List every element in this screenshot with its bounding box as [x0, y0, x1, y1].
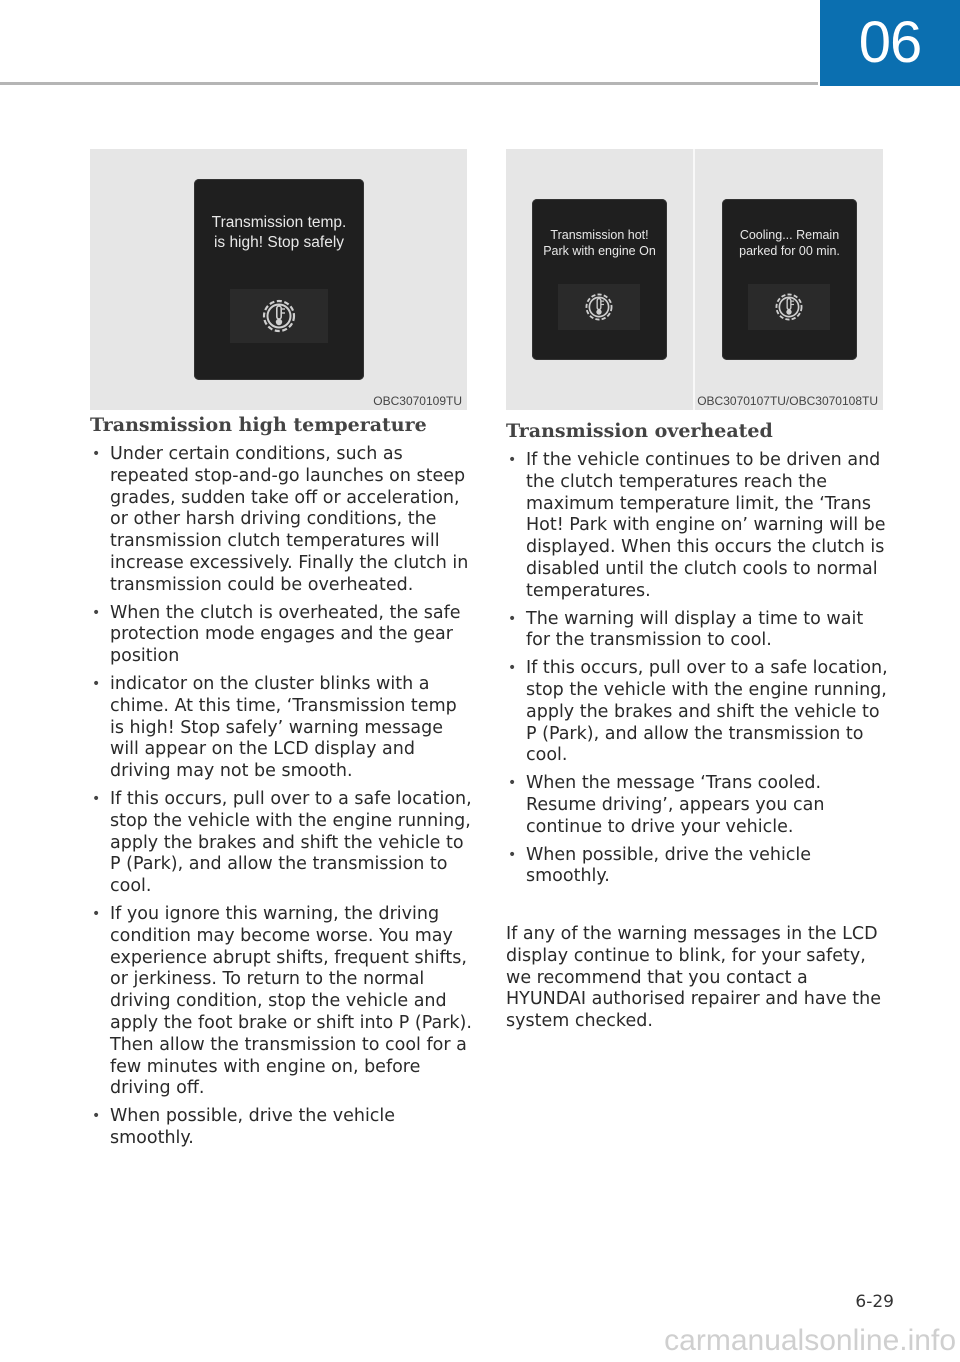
transmission-temperature-icon [558, 284, 640, 330]
list-item: • When possible, drive the vehicle smoothly. [90, 1106, 472, 1150]
figure-transmission-temp [90, 149, 467, 410]
display-message-cooling: Cooling... Remain parked for 00 min. [739, 228, 840, 258]
list-item: • indicator on the cluster blinks with a chime. At this time, ‘Transmission temp is high! Stop safely’ warning message will appear on the LCD display and driving may not be smooth. [90, 674, 472, 783]
watermark: carmanualsonline.info [664, 1324, 956, 1357]
list-item: • If you ignore this warning, the driving condition may become worse. You may experience abrupt shifts, frequent shifts, or jerkiness. To return to the normal driving condition, stop the vehicle and apply the foot brake or shift into P (Park). Then allow the transmission to cool for a few minutes with engine on, before driving off. [90, 904, 472, 1100]
repairer-note: If any of the warning messages in the LCD display continue to blink, for your safety, we recommend that you contact a HYUNDAI authorised repairer and have the system checked. [506, 924, 882, 1032]
page-number: 6-29 [855, 1292, 894, 1312]
transmission-temperature-icon [748, 284, 830, 330]
list-item: • When the message ‘Trans cooled. Resume driving’, appears you can continue to drive your vehicle. [506, 773, 888, 838]
high-temperature-list [90, 444, 472, 1156]
cluster-display-hot [532, 199, 667, 360]
transmission-temperature-icon [230, 289, 328, 343]
list-item: • If the vehicle continues to be driven and the clutch temperatures reach the maximum temperature limit, the ‘Trans Hot! Park with engine on’ warning will be displayed. When this occurs the clutch is disabled until the clutch cools to normal temperatures. [506, 450, 888, 603]
list-item: • Under certain conditions, such as repeated stop-and-go launches on steep grades, sudden take off or acceleration, or other harsh driving conditions, the transmission clutch temperatures will increase excessively. Finally the clutch in transmission could be overheated. [90, 444, 472, 597]
list-item: • When the clutch is overheated, the safe protection mode engages and the gear position [90, 603, 472, 668]
figure-divider [693, 149, 695, 410]
section-heading-overheated: Transmission overheated [506, 420, 773, 442]
display-message: Transmission temp. is high! Stop safely [211, 214, 347, 251]
header-rule [0, 82, 818, 85]
section-heading-high-temperature: Transmission high temperature [90, 414, 427, 436]
list-item: • When possible, drive the vehicle smoothly. [506, 845, 888, 889]
list-item: • If this occurs, pull over to a safe location, stop the vehicle with the engine running, apply the brakes and shift the vehicle to P (Park), and allow the transmission to cool. [506, 658, 888, 767]
chapter-number: 06 [820, 0, 960, 86]
list-item: • The warning will display a time to wait for the transmission to cool. [506, 609, 888, 653]
figure-transmission-overheated [506, 149, 883, 410]
figure-caption: OBC3070109TU [373, 394, 462, 408]
cluster-display-cooling [722, 199, 857, 360]
cluster-display [194, 179, 364, 380]
display-message-hot: Transmission hot! Park with engine On [543, 228, 656, 258]
list-item: • If this occurs, pull over to a safe location, stop the vehicle with the engine running, apply the brakes and shift the vehicle to P (Park), and allow the transmission to cool. [90, 789, 472, 898]
figure-caption: OBC3070107TU/OBC3070108TU [697, 394, 878, 408]
overheated-list [506, 450, 888, 894]
